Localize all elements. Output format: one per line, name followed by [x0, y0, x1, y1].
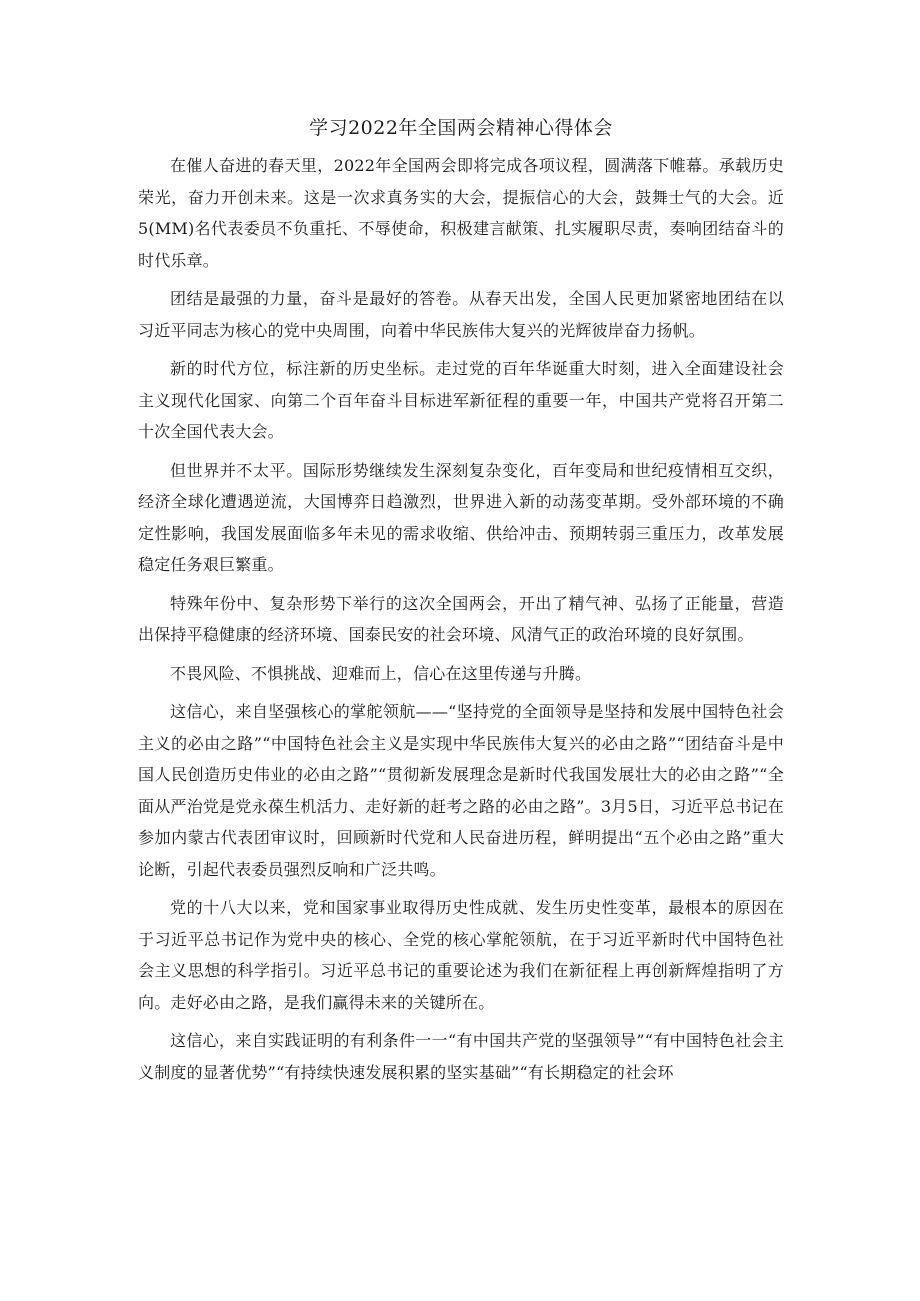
- paragraph: 不畏风险、不惧挑战、迎难而上，信心在这里传递与升腾。: [170, 663, 592, 683]
- document-page: [138, 114, 784, 1095]
- document-title: 学习2022年全国两会精神心得体会: [309, 117, 613, 139]
- paragraph: 在催人奋进的春天里，2022年全国两会即将完成各项议程，圆满落下帷幕。承载历史荣光，奋力开创未来。这是一次求真务实的大会，提振信心的大会，鼓舞士气的大会。近5(MM)名代表委员不负重托、不辱使命，积极建言献策、扎实履职尽责，奏响团结奋斗的时代乐章。: [138, 156, 784, 270]
- paragraph: 新的时代方位，标注新的历史坐标。走过党的百年华诞重大时刻，进入全面建设社会主义现代化国家、向第二个百年奋斗目标进军新征程的重要一年，中国共产党将召开第二十次全国代表大会。: [138, 359, 784, 441]
- paragraph: 这信心，来自实践证明的有利条件一一“有中国共产党的坚强领导”“有中国特色社会主义制度的显著优势”“有持续快速发展积累的坚实基础”“有长期稳定的社会环: [138, 1031, 784, 1082]
- paragraph: 但世界并不太平。国际形势继续发生深刻复杂变化，百年变局和世纪疫情相互交织，经济全球化遭遇逆流，大国博弈日趋激烈，世界进入新的动荡变革期。受外部环境的不确定性影响，我国发展面临多年未见的需求收缩、供给冲击、预期转弱三重压力，改革发展稳定任务艰巨繁重。: [138, 460, 784, 574]
- paragraph: 特殊年份中、复杂形势下举行的这次全国两会，开出了精气神、弘扬了正能量，营造出保持平稳健康的经济环境、国泰民安的社会环境、风清气正的政治环境的良好氛围。: [138, 593, 784, 644]
- paragraph: 这信心，来自坚强核心的掌舵领航——“坚持党的全面领导是坚持和发展中国特色社会主义的必由之路”“中国特色社会主义是实现中华民族伟大复兴的必由之路”“团结奋斗是中国人民创造历史伟业的必由之路”“贯彻新发展理念是新时代我国发展壮大的必由之路”“全面从严治党是党永葆生机活力、走好新的赶考之路的必由之路”。3月5日，习近平总书记在参加内蒙古代表团审议时，回顾新时代党和人民奋进历程，鲜明提出“五个必由之路”重大论断，引起代表委员强烈反响和广泛共鸣。: [138, 702, 784, 879]
- paragraph: 党的十八大以来，党和国家事业取得历史性成就、发生历史性变革，最根本的原因在于习近平总书记作为党中央的核心、全党的核心掌舵领航，在于习近平新时代中国特色社会主义思想的科学指引。习近平总书记的重要论述为我们在新征程上再创新辉煌指明了方向。走好必由之路，是我们赢得未来的关键所在。: [138, 898, 784, 1012]
- paragraph: 团结是最强的力量，奋斗是最好的答卷。从春天出发，全国人民更加紧密地团结在以习近平同志为核心的党中央周围，向着中华民族伟大复兴的光辉彼岸奋力扬帆。: [138, 289, 784, 340]
